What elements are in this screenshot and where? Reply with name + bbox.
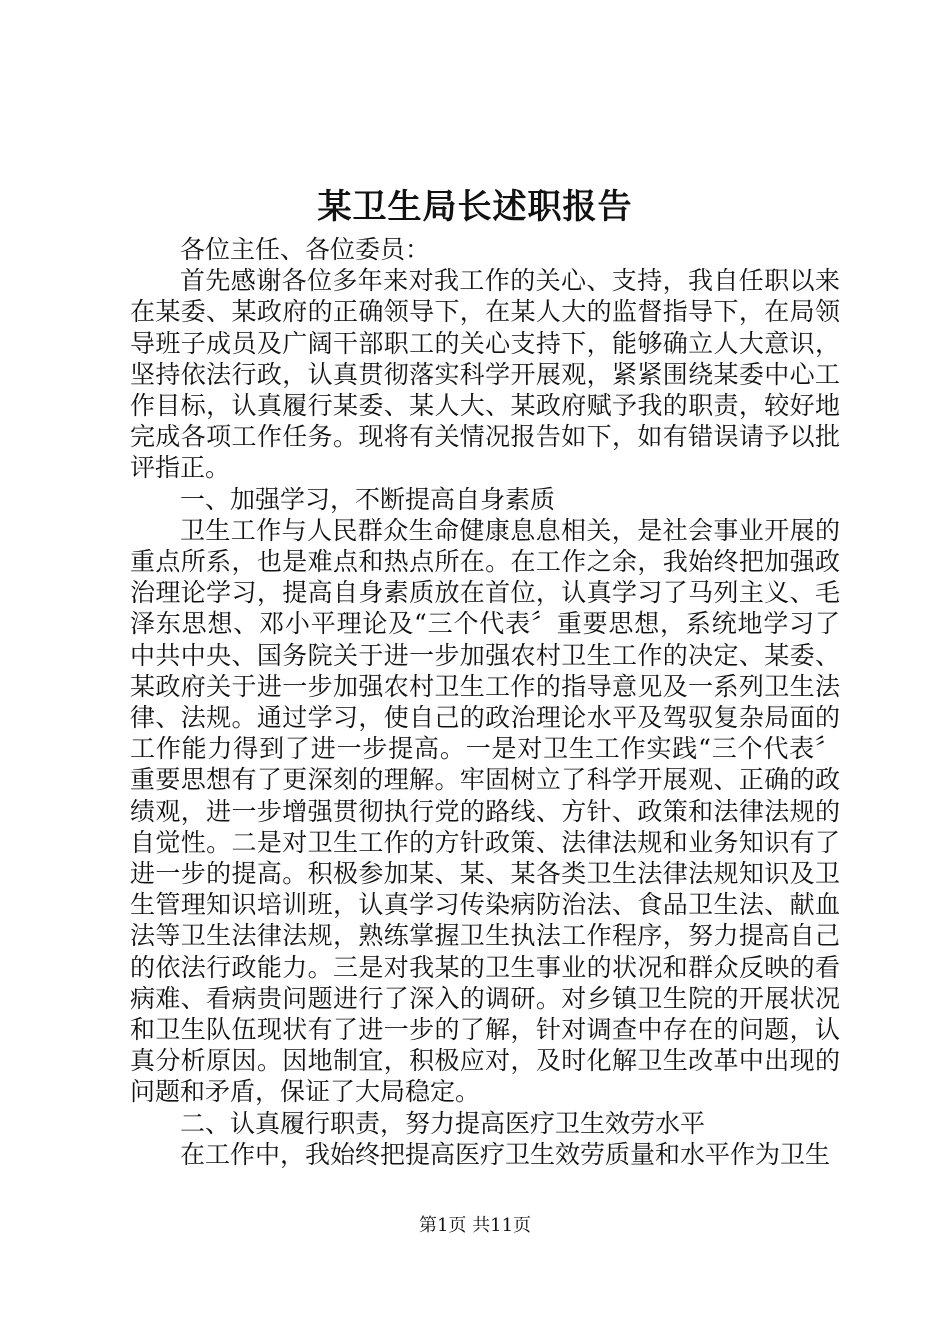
section-heading-2: 二、认真履行职责，努力提高医疗卫生效劳水平 [180,1108,706,1138]
intro-paragraph: 首先感谢各位多年来对我工作的关心、支持，我自任职以来在某委、某政府的正确领导下，在某人大的监督指导下，在局领导班子成员及广阔干部职工的关心支持下，能够确立人大意识，坚持依法行政，认真贯彻落实科学开展观，紧紧围绕某委中心工作目标，认真履行某委、某人大、某政府赋予我的职责，较好地完成各项工作任务。现将有关情况报告如下，如有错误请予以批评指正。 [130,266,840,483]
section-2-paragraph: 在工作中，我始终把提高医疗卫生效劳质量和水平作为卫生 [180,1139,831,1169]
page-number-footer: 第1页 共11页 [418,1215,532,1236]
section-heading-1: 一、加强学习，不断提高自身素质 [180,484,556,514]
section-1-paragraph: 卫生工作与人民群众生命健康息息相关，是社会事业开展的重点所系，也是难点和热点所在。在工作之余，我始终把加强政治理论学习，提高自身素质放在首位，认真学习了马列主义、毛泽东思想、邓小平理论及“三个代表〞重要思想，系统地学习了中共中央、国务院关于进一步加强农村卫生工作的决定、某委、某政府关于进一步加强农村卫生工作的指导意见及一系列卫生法律、法规。通过学习，使自己的政治理论水平及驾驭复杂局面的工作能力得到了进一步提高。一是对卫生工作实践“三个代表〞重要思想有了更深刻的理解。牢固树立了科学开展观、正确的政绩观，进一步增强贯彻执行党的路线、方针、政策和法律法规的自觉性。二是对卫生工作的方针政策、法律法规和业务知识有了进一步的提高。积极参加某、某、某各类卫生法律法规知识及卫生管理知识培训班，认真学习传染病防治法、食品卫生法、献血法等卫生法律法规，熟练掌握卫生执法工作程序，努力提高自己的依法行政能力。三是对我某的卫生事业的状况和群众反映的看病难、看病贵问题进行了深入的调研。对乡镇卫生院的开展状况和卫生队伍现状有了进一步的了解，针对调查中存在的问题，认真分析原因。因地制宜，积极应对，及时化解卫生改革中出现的问题和矛盾，保证了大局稳定。 [130,515,840,1107]
document-title: 某卫生局长述职报告 [317,187,633,227]
salutation-paragraph: 各位主任、各位委员： [180,235,431,264]
document-body [130,234,840,1170]
